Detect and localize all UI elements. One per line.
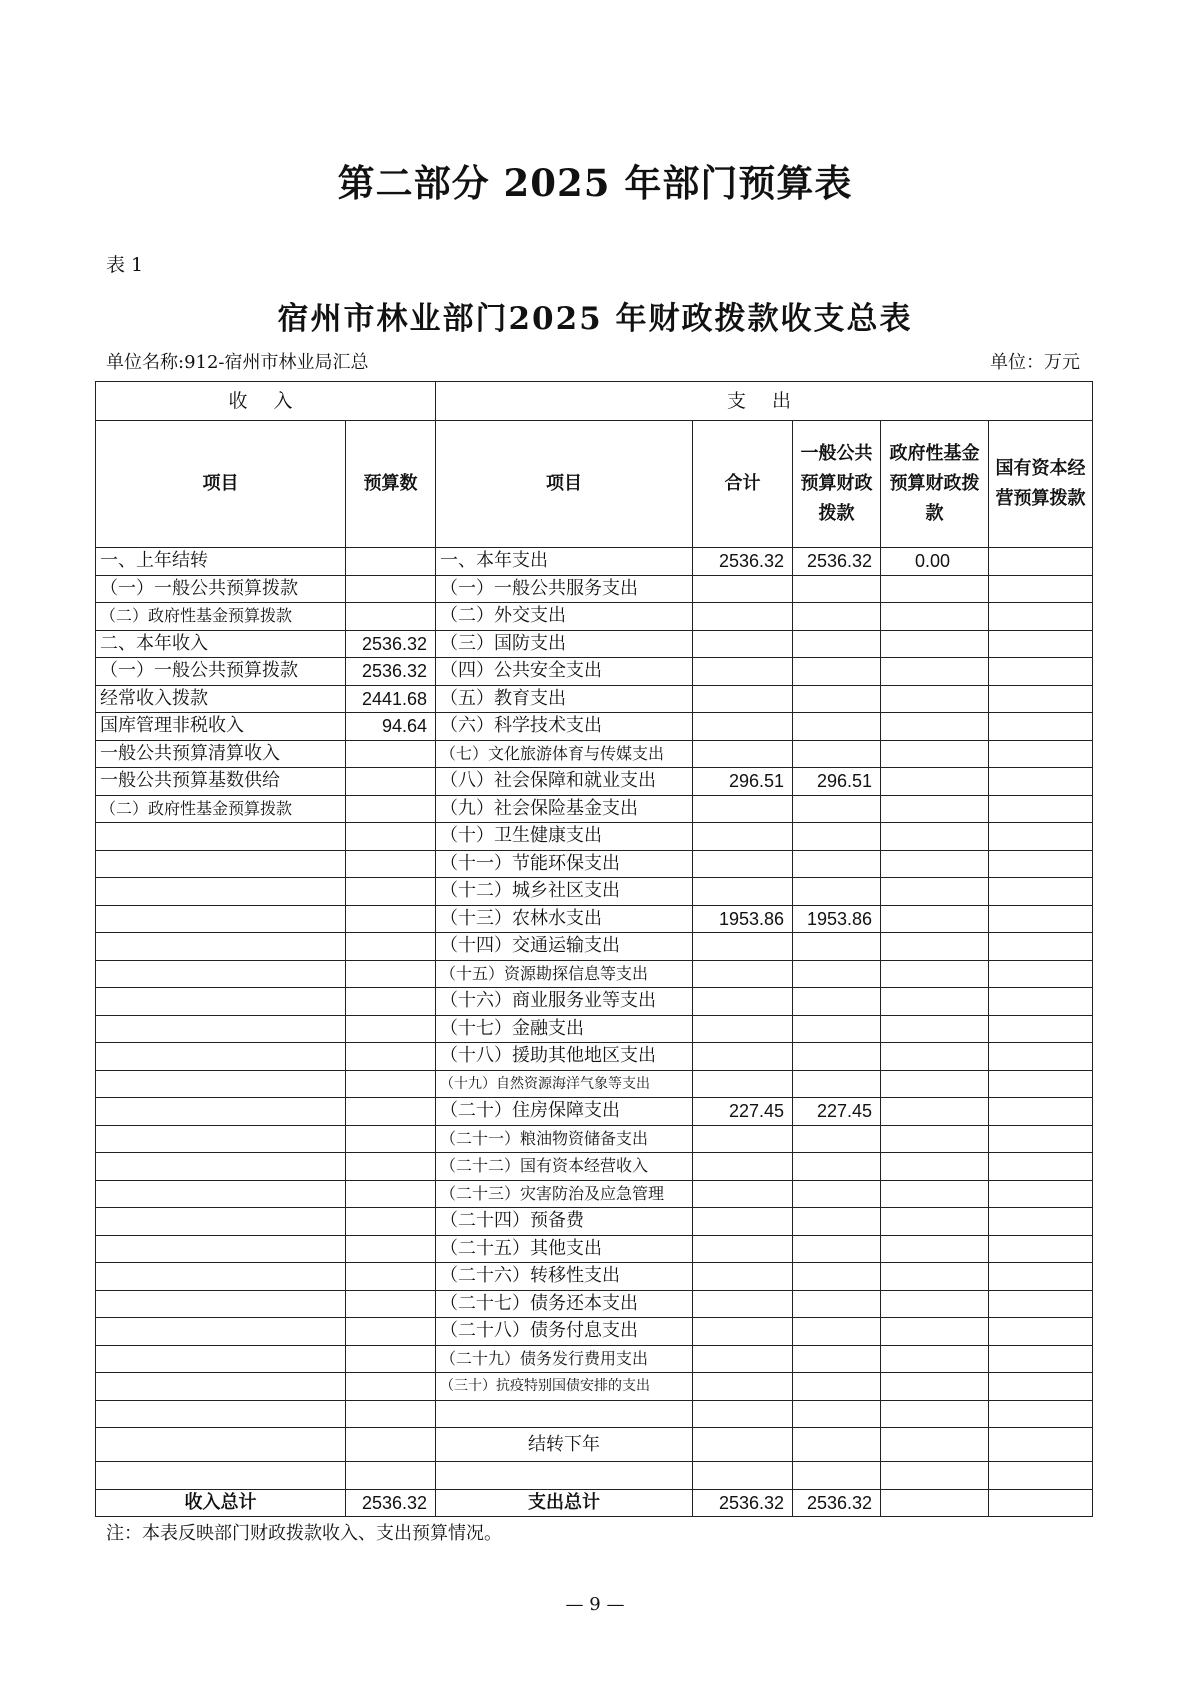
- fund-value-cell: [881, 1043, 989, 1071]
- expense-item-cell: （二十三）灾害防治及应急管理: [436, 1180, 693, 1208]
- total-value-cell: [693, 1043, 793, 1071]
- general-value-cell: [793, 1462, 881, 1490]
- fund-value-cell: [881, 1373, 989, 1401]
- income-item-cell: 一、上年结转: [96, 548, 346, 576]
- expense-item-cell: （八）社会保障和就业支出: [436, 768, 693, 796]
- table-row: [96, 1125, 1093, 1153]
- fund-value-cell: [881, 1070, 989, 1098]
- expense-item-cell: （九）社会保险基金支出: [436, 795, 693, 823]
- expense-item-cell: （三十）抗疫特别国债安排的支出: [436, 1373, 693, 1401]
- fund-value-cell: [881, 960, 989, 988]
- income-item-cell: [96, 1180, 346, 1208]
- state-value-cell: [989, 1070, 1093, 1098]
- total-value-cell: [693, 575, 793, 603]
- general-value-cell: 1953.86: [793, 905, 881, 933]
- fund-value-cell: [881, 1290, 989, 1318]
- income-value-cell: [346, 1153, 436, 1181]
- general-value-cell: [793, 1015, 881, 1043]
- table-row: [96, 1208, 1093, 1236]
- fund-value-cell: [881, 1400, 989, 1428]
- table-row: [96, 850, 1093, 878]
- income-budget-header: 预算数: [346, 421, 436, 548]
- fund-value-cell: [881, 1263, 989, 1291]
- general-value-cell: [793, 1208, 881, 1236]
- state-value-cell: [989, 768, 1093, 796]
- total-value-cell: [693, 1015, 793, 1043]
- income-item-cell: 经常收入拨款: [96, 685, 346, 713]
- state-value-cell: [989, 575, 1093, 603]
- total-value-cell: 296.51: [693, 768, 793, 796]
- income-item-cell: [96, 1345, 346, 1373]
- fund-value-cell: [881, 1180, 989, 1208]
- part-title: 第二部分 2025 年部门预算表: [337, 161, 853, 205]
- income-value-cell: [346, 795, 436, 823]
- income-item-cell: 一般公共预算清算收入: [96, 740, 346, 768]
- expense-item-cell: （十六）商业服务业等支出: [436, 988, 693, 1016]
- state-value-cell: [989, 1428, 1093, 1462]
- general-value-cell: [793, 1428, 881, 1462]
- general-value-cell: [793, 1290, 881, 1318]
- general-value-cell: [793, 1373, 881, 1401]
- income-value-cell: [346, 603, 436, 631]
- income-item-cell: 国库管理非税收入: [96, 713, 346, 741]
- expense-item-cell: （十八）援助其他地区支出: [436, 1043, 693, 1071]
- income-item-cell: [96, 1290, 346, 1318]
- income-item-cell: [96, 1015, 346, 1043]
- income-value-cell: 2536.32: [346, 630, 436, 658]
- income-item-cell: [96, 1098, 346, 1126]
- state-value-cell: [989, 850, 1093, 878]
- total-value-cell: [693, 1153, 793, 1181]
- total-value-cell: [693, 1373, 793, 1401]
- total-value-cell: [693, 1263, 793, 1291]
- fund-value-cell: [881, 1098, 989, 1126]
- general-value-cell: 227.45: [793, 1098, 881, 1126]
- income-total-value: 2536.32: [346, 1489, 436, 1517]
- expense-item-cell: （十三）农林水支出: [436, 905, 693, 933]
- table-row: [96, 988, 1093, 1016]
- state-value-cell: [989, 1153, 1093, 1181]
- state-value-cell: [989, 1235, 1093, 1263]
- income-item-cell: （二）政府性基金预算拨款: [96, 795, 346, 823]
- income-item-cell: [96, 933, 346, 961]
- expense-item-cell: [436, 1400, 693, 1428]
- income-value-cell: [346, 1290, 436, 1318]
- expense-item-cell: （七）文化旅游体育与传媒支出: [436, 740, 693, 768]
- table-row: [96, 1235, 1093, 1263]
- fund-value-cell: [881, 905, 989, 933]
- general-value-cell: [793, 575, 881, 603]
- table-row: [96, 1263, 1093, 1291]
- general-value-cell: [793, 823, 881, 851]
- general-value-cell: [793, 1235, 881, 1263]
- income-value-cell: [346, 1263, 436, 1291]
- income-item-cell: [96, 988, 346, 1016]
- income-header: 收 入: [96, 382, 436, 421]
- income-value-cell: [346, 1462, 436, 1490]
- income-item-cell: [96, 1153, 346, 1181]
- expense-item-cell: （六）科学技术支出: [436, 713, 693, 741]
- income-value-cell: 2441.68: [346, 685, 436, 713]
- table-row: [96, 960, 1093, 988]
- total-value-cell: [693, 795, 793, 823]
- general-value-cell: [793, 1153, 881, 1181]
- expense-item-cell: （三）国防支出: [436, 630, 693, 658]
- income-item-cell: [96, 1400, 346, 1428]
- expense-item-cell: （二十九）债务发行费用支出: [436, 1345, 693, 1373]
- fund-value-cell: [881, 630, 989, 658]
- fund-value-cell: [881, 575, 989, 603]
- expense-item-cell: （四）公共安全支出: [436, 658, 693, 686]
- income-value-cell: [346, 823, 436, 851]
- state-value-cell: [989, 1373, 1093, 1401]
- income-value-cell: [346, 1235, 436, 1263]
- fund-value-cell: [881, 795, 989, 823]
- table-row: [96, 1373, 1093, 1401]
- expense-item-cell: （十五）资源勘探信息等支出: [436, 960, 693, 988]
- state-value-cell: [989, 1345, 1093, 1373]
- expense-item-cell: （二）外交支出: [436, 603, 693, 631]
- expense-item-cell: （十一）节能环保支出: [436, 850, 693, 878]
- expense-header: 支 出: [436, 382, 1093, 421]
- table-row: [96, 1015, 1093, 1043]
- general-value-cell: [793, 878, 881, 906]
- income-total-label: 收入总计: [96, 1489, 346, 1517]
- fund-value-cell: [881, 740, 989, 768]
- table-row: [96, 768, 1093, 796]
- expense-item-cell: （二十六）转移性支出: [436, 1263, 693, 1291]
- state-value-cell: [989, 713, 1093, 741]
- table-row: [96, 603, 1093, 631]
- general-value-cell: [793, 1400, 881, 1428]
- state-value-cell: [989, 823, 1093, 851]
- table-row: [96, 1462, 1093, 1490]
- table-row: [96, 1070, 1093, 1098]
- state-value-cell: [989, 905, 1093, 933]
- income-item-cell: [96, 1428, 346, 1462]
- income-value-cell: [346, 1400, 436, 1428]
- total-value-cell: [693, 933, 793, 961]
- income-item-cell: [96, 1235, 346, 1263]
- state-value-cell: [989, 1400, 1093, 1428]
- state-value-cell: [989, 988, 1093, 1016]
- page-number: — 9 —: [565, 1594, 625, 1615]
- fund-total-value: [881, 1489, 989, 1517]
- expense-item-cell: （二十）住房保障支出: [436, 1098, 693, 1126]
- table-row: [96, 713, 1093, 741]
- state-value-cell: [989, 933, 1093, 961]
- state-value-cell: [989, 878, 1093, 906]
- state-value-cell: [989, 795, 1093, 823]
- fund-value-cell: [881, 685, 989, 713]
- income-value-cell: [346, 1373, 436, 1401]
- table-row: [96, 630, 1093, 658]
- income-value-cell: [346, 1043, 436, 1071]
- state-value-cell: [989, 1290, 1093, 1318]
- total-value-cell: [693, 685, 793, 713]
- state-value-cell: [989, 685, 1093, 713]
- expense-item-cell: （二十一）粮油物资储备支出: [436, 1125, 693, 1153]
- total-value-cell: [693, 1400, 793, 1428]
- fund-value-cell: [881, 1125, 989, 1153]
- income-value-cell: [346, 1015, 436, 1043]
- income-item-cell: [96, 823, 346, 851]
- income-value-cell: [346, 933, 436, 961]
- table-row: [96, 548, 1093, 576]
- general-value-cell: [793, 795, 881, 823]
- income-item-cell: [96, 1263, 346, 1291]
- general-value-cell: [793, 1318, 881, 1346]
- expense-item-cell: （一）一般公共服务支出: [436, 575, 693, 603]
- expense-item-cell: （五）教育支出: [436, 685, 693, 713]
- income-value-cell: [346, 1098, 436, 1126]
- table-row: [96, 1180, 1093, 1208]
- income-item-cell: [96, 878, 346, 906]
- income-value-cell: [346, 1318, 436, 1346]
- income-value-cell: [346, 960, 436, 988]
- total-value-cell: [693, 740, 793, 768]
- fund-value-cell: [881, 1015, 989, 1043]
- fund-value-cell: [881, 1318, 989, 1346]
- general-value-cell: 296.51: [793, 768, 881, 796]
- state-value-cell: [989, 1043, 1093, 1071]
- general-value-cell: [793, 850, 881, 878]
- fund-value-cell: [881, 713, 989, 741]
- income-item-cell: 一般公共预算基数供给: [96, 768, 346, 796]
- income-item-cell: [96, 1462, 346, 1490]
- income-item-cell: [96, 960, 346, 988]
- state-value-cell: [989, 630, 1093, 658]
- fund-value-cell: 0.00: [881, 548, 989, 576]
- table-row: [96, 933, 1093, 961]
- table-row: [96, 658, 1093, 686]
- general-value-cell: [793, 658, 881, 686]
- header-row-group: [96, 382, 1093, 421]
- general-value-cell: [793, 603, 881, 631]
- total-value-cell: [693, 988, 793, 1016]
- state-value-cell: [989, 1208, 1093, 1236]
- footnote: 注：本表反映部门财政拨款收入、支出预算情况。: [106, 1523, 502, 1544]
- unit-name: 单位名称:912-宿州市林业局汇总: [106, 352, 369, 373]
- total-value-cell: [693, 878, 793, 906]
- fund-budget-header: 政府性基金预算财政拨款: [881, 421, 989, 548]
- table-row: [96, 685, 1093, 713]
- income-value-cell: [346, 988, 436, 1016]
- total-value-cell: [693, 713, 793, 741]
- income-item-cell: （二）政府性基金预算拨款: [96, 603, 346, 631]
- income-value-cell: [346, 850, 436, 878]
- expense-item-cell: （十七）金融支出: [436, 1015, 693, 1043]
- total-value-cell: [693, 603, 793, 631]
- fund-value-cell: [881, 878, 989, 906]
- expense-item-cell: （二十四）预备费: [436, 1208, 693, 1236]
- income-value-cell: [346, 905, 436, 933]
- income-item-cell: [96, 1070, 346, 1098]
- general-value-cell: [793, 1345, 881, 1373]
- income-value-cell: [346, 740, 436, 768]
- expense-item-cell: [436, 1462, 693, 1490]
- income-value-cell: [346, 1345, 436, 1373]
- income-item-cell: [96, 1208, 346, 1236]
- general-value-cell: [793, 988, 881, 1016]
- budget-table: [95, 381, 1093, 1517]
- general-value-cell: [793, 685, 881, 713]
- fund-value-cell: [881, 1153, 989, 1181]
- income-value-cell: [346, 878, 436, 906]
- table-row: [96, 823, 1093, 851]
- general-value-cell: [793, 740, 881, 768]
- state-value-cell: [989, 960, 1093, 988]
- fund-value-cell: [881, 1235, 989, 1263]
- fund-value-cell: [881, 658, 989, 686]
- income-item-header: 项目: [96, 421, 346, 548]
- fund-value-cell: [881, 1345, 989, 1373]
- table-row: [96, 575, 1093, 603]
- total-value-cell: [693, 1125, 793, 1153]
- income-value-cell: [346, 1428, 436, 1462]
- state-value-cell: [989, 1015, 1093, 1043]
- general-value-cell: [793, 1070, 881, 1098]
- table-row: [96, 1345, 1093, 1373]
- expense-item-cell: （十九）自然资源海洋气象等支出: [436, 1070, 693, 1098]
- expense-item-cell: （二十五）其他支出: [436, 1235, 693, 1263]
- total-value-cell: [693, 823, 793, 851]
- table-row: [96, 1318, 1093, 1346]
- general-value-cell: 2536.32: [793, 548, 881, 576]
- header-row-columns: [96, 421, 1093, 548]
- total-value-cell: 2536.32: [693, 548, 793, 576]
- income-item-cell: [96, 905, 346, 933]
- income-value-cell: 94.64: [346, 713, 436, 741]
- general-value-cell: [793, 933, 881, 961]
- state-value-cell: [989, 1098, 1093, 1126]
- total-value-cell: [693, 630, 793, 658]
- income-value-cell: [346, 575, 436, 603]
- income-value-cell: [346, 768, 436, 796]
- state-capital-header: 国有资本经营预算拨款: [989, 421, 1093, 548]
- expense-item-cell: （十）卫生健康支出: [436, 823, 693, 851]
- state-value-cell: [989, 1263, 1093, 1291]
- table-row: [96, 1400, 1093, 1428]
- income-item-cell: [96, 1043, 346, 1071]
- expense-item-cell: （十二）城乡社区支出: [436, 878, 693, 906]
- total-value-cell: [693, 1208, 793, 1236]
- total-value-cell: [693, 1180, 793, 1208]
- total-header: 合计: [693, 421, 793, 548]
- table-row: [96, 795, 1093, 823]
- table-row: [96, 1043, 1093, 1071]
- total-value-cell: [693, 1235, 793, 1263]
- total-value-cell: [693, 1428, 793, 1462]
- table-title: 宿州市林业部门2025 年财政拨款收支总表: [277, 301, 913, 337]
- general-value-cell: [793, 630, 881, 658]
- general-value-cell: [793, 960, 881, 988]
- general-total-value: 2536.32: [793, 1489, 881, 1517]
- expense-total-value: 2536.32: [693, 1489, 793, 1517]
- state-total-value: [989, 1489, 1093, 1517]
- table-row: [96, 1428, 1093, 1462]
- income-item-cell: 二、本年收入: [96, 630, 346, 658]
- fund-value-cell: [881, 603, 989, 631]
- state-value-cell: [989, 740, 1093, 768]
- total-value-cell: [693, 1345, 793, 1373]
- expense-total-label: 支出总计: [436, 1489, 693, 1517]
- income-item-cell: （一）一般公共预算拨款: [96, 575, 346, 603]
- income-item-cell: [96, 1318, 346, 1346]
- expense-item-cell: （二十八）债务付息支出: [436, 1318, 693, 1346]
- fund-value-cell: [881, 1428, 989, 1462]
- total-value-cell: [693, 850, 793, 878]
- state-value-cell: [989, 658, 1093, 686]
- state-value-cell: [989, 1180, 1093, 1208]
- income-value-cell: [346, 1070, 436, 1098]
- state-value-cell: [989, 548, 1093, 576]
- general-value-cell: [793, 1125, 881, 1153]
- fund-value-cell: [881, 1208, 989, 1236]
- table-row: [96, 1153, 1093, 1181]
- total-value-cell: 227.45: [693, 1098, 793, 1126]
- total-value-cell: [693, 658, 793, 686]
- income-value-cell: [346, 1208, 436, 1236]
- income-value-cell: [346, 1180, 436, 1208]
- total-value-cell: [693, 1290, 793, 1318]
- fund-value-cell: [881, 768, 989, 796]
- income-value-cell: [346, 548, 436, 576]
- state-value-cell: [989, 603, 1093, 631]
- income-value-cell: [346, 1125, 436, 1153]
- fund-value-cell: [881, 933, 989, 961]
- table-row: [96, 740, 1093, 768]
- total-value-cell: [693, 1318, 793, 1346]
- table-row: [96, 1290, 1093, 1318]
- table-row: [96, 878, 1093, 906]
- fund-value-cell: [881, 1462, 989, 1490]
- totals-row: [96, 1489, 1093, 1517]
- income-item-cell: [96, 1373, 346, 1401]
- expense-item-cell: 结转下年: [436, 1428, 693, 1462]
- general-value-cell: [793, 713, 881, 741]
- fund-value-cell: [881, 850, 989, 878]
- table-row: [96, 1098, 1093, 1126]
- income-item-cell: [96, 1125, 346, 1153]
- fund-value-cell: [881, 988, 989, 1016]
- fund-value-cell: [881, 823, 989, 851]
- state-value-cell: [989, 1318, 1093, 1346]
- income-item-cell: （一）一般公共预算拨款: [96, 658, 346, 686]
- total-value-cell: [693, 1070, 793, 1098]
- income-item-cell: [96, 850, 346, 878]
- expense-item-header: 项目: [436, 421, 693, 548]
- expense-item-cell: （十四）交通运输支出: [436, 933, 693, 961]
- general-budget-header: 一般公共预算财政拨款: [793, 421, 881, 548]
- state-value-cell: [989, 1462, 1093, 1490]
- total-value-cell: [693, 1462, 793, 1490]
- total-value-cell: 1953.86: [693, 905, 793, 933]
- general-value-cell: [793, 1043, 881, 1071]
- state-value-cell: [989, 1125, 1093, 1153]
- table-number: 表 1: [106, 254, 144, 276]
- unit-label: 单位：万元: [990, 352, 1080, 373]
- general-value-cell: [793, 1263, 881, 1291]
- income-value-cell: 2536.32: [346, 658, 436, 686]
- expense-item-cell: （二十七）债务还本支出: [436, 1290, 693, 1318]
- total-value-cell: [693, 960, 793, 988]
- expense-item-cell: （二十二）国有资本经营收入: [436, 1153, 693, 1181]
- table-row: [96, 905, 1093, 933]
- general-value-cell: [793, 1180, 881, 1208]
- expense-item-cell: 一、本年支出: [436, 548, 693, 576]
